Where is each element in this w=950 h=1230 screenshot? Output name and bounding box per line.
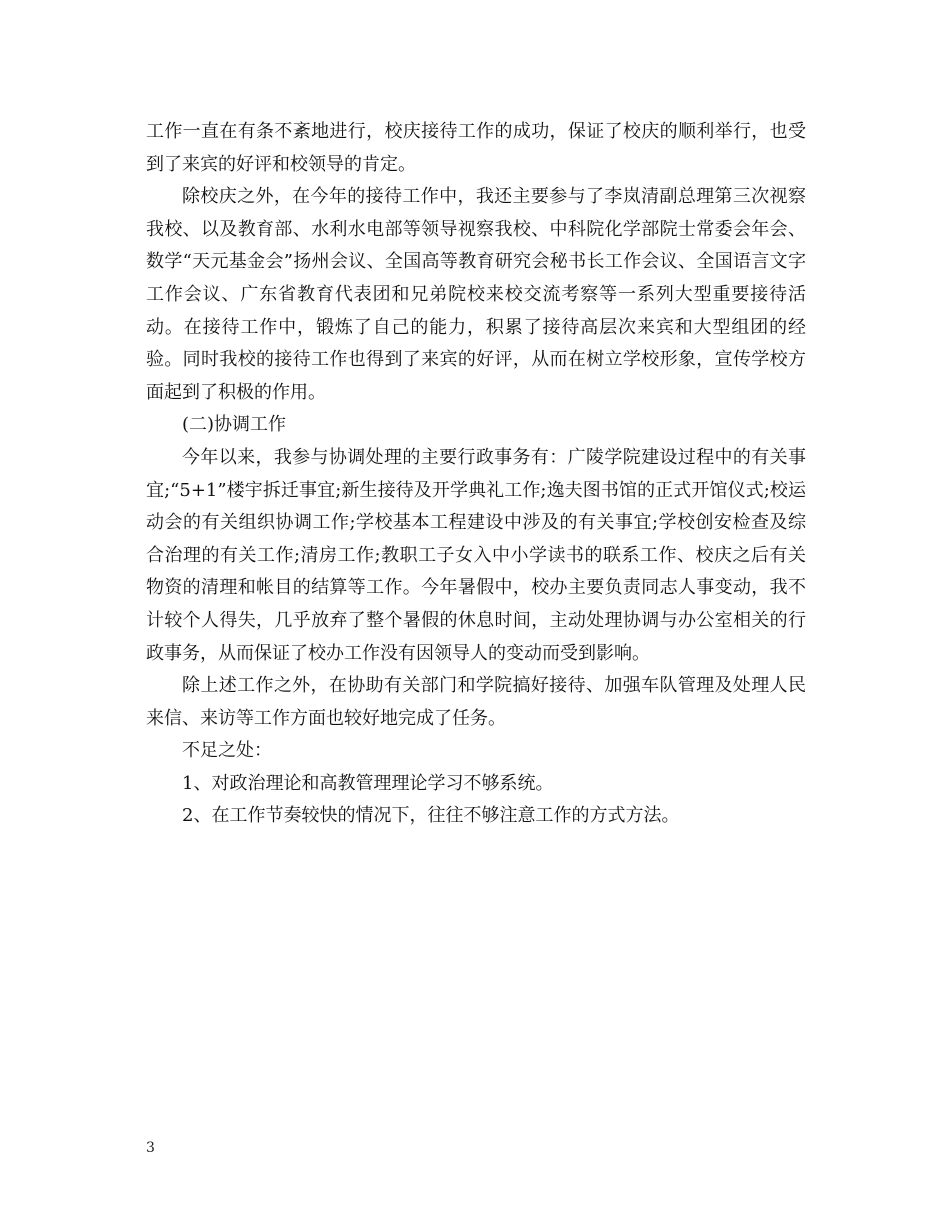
page-number: 3 (146, 1140, 155, 1156)
document-body (146, 116, 806, 833)
paragraph-2: 除校庆之外，在今年的接待工作中，我还主要参与了李岚清副总理第三次视察我校、以及教育部、水利水电部等领导视察我校、中科院化学部院士常委会年会、数学“天元基金会”扬州会议、全国高等教育研究会秘书长工作会议、全国语言文字工作会议、广东省教育代表团和兄弟院校来校交流考察等一系列大型重要接待活动。在接待工作中，锻炼了自己的能力，积累了接待高层次来宾和大型组团的经验。同时我校的接待工作也得到了来宾的好评，从而在树立学校形象，宣传学校方面起到了积极的作用。 (146, 186, 806, 403)
section-heading-coordination: (二)协调工作 (182, 414, 287, 436)
shortcoming-item-1: 1、对政治理论和高教管理理论学习不够系统。 (182, 772, 554, 794)
paragraph-4: 除上述工作之外，在协助有关部门和学院搞好接待、加强车队管理及处理人民来信、来访等工作方面也较好地完成了任务。 (146, 675, 806, 729)
shortcoming-item-2: 2、在工作节奏较快的情况下，往往不够注意工作的方式方法。 (182, 805, 680, 827)
paragraph-3: 今年以来，我参与协调处理的主要行政事务有：广陵学院建设过程中的有关事宜;“5+1”楼宇拆迁事宜;新生接待及开学典礼工作;逸夫图书馆的正式开馆仪式;校运动会的有关组织协调工作;学校基本工程建设中涉及的有关事宜;学校创安检查及综合治理的有关工作;清房工作;教职工子女入中小学读书的联系工作、校庆之后有关物资的清理和帐目的结算等工作。今年暑假中，校办主要负责同志人事变动，我不计较个人得失，几乎放弃了整个暑假的休息时间，主动处理协调与办公室相关的行政事务，从而保证了校办工作没有因领导人的变动而受到影响。 (146, 446, 806, 664)
shortcomings-heading: 不足之处： (182, 740, 272, 762)
paragraph-1: 工作一直在有条不紊地进行，校庆接待工作的成功，保证了校庆的顺利举行，也受到了来宾的好评和校领导的肯定。 (146, 121, 806, 175)
